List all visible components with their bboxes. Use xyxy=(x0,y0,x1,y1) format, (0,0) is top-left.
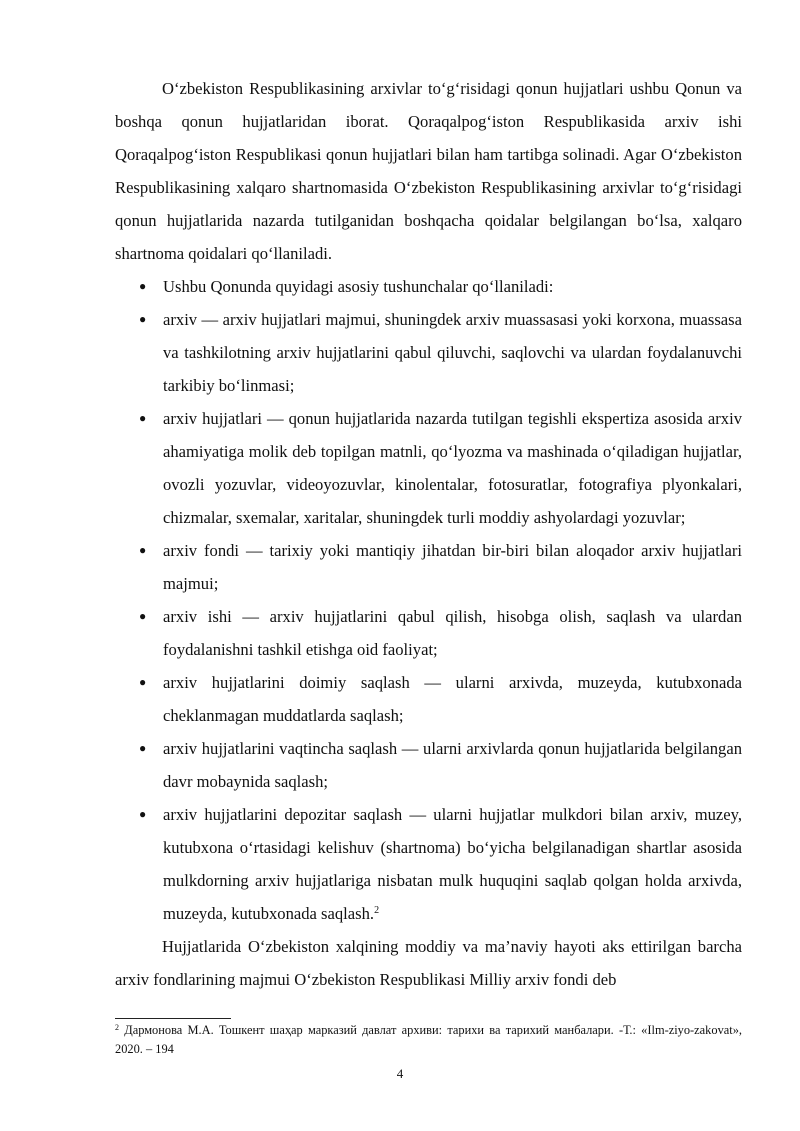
list-item-text: arxiv hujjatlarini vaqtincha saqlash — ularni arxivlarda qonun hujjatlarida belgilangan davr mobaynida saqlash; xyxy=(163,739,742,791)
list-item-text: arxiv hujjatlarini doimiy saqlash — ularni arxivda, muzeyda, kutubxonada cheklanmagan muddatlarda saqlash; xyxy=(163,673,742,725)
bullet-icon: ● xyxy=(139,807,147,821)
list-item-text: arxiv — arxiv hujjatlari majmui, shuningdek arxiv muassasasi yoki korxona, muassasa va tashkilotning arxiv hujjatlarini qabul qiluvchi, saqlovchi va ulardan foydalanuvchi tarkibiy bo‘linmasi; xyxy=(163,310,742,395)
intro-paragraph: O‘zbekiston Respublikasining arxivlar to‘g‘risidagi qonun hujjatlari ushbu Qonun va boshqa qonun hujjatlaridan iborat. Qoraqalpog‘iston Respublikasida arxiv ishi Qoraqalpog‘iston Respublikasi qonun hujjatlari bilan ham tartibga solinadi. Agar O‘zbekiston Respublikasining xalqaro shartnomasida O‘zbekiston Respublikasining arxivlar to‘g‘risidagi qonun hujjatlarida nazarda tutilganidan boshqacha qoidalar belgilangan bo‘lsa, xalqaro shartnoma qoidalari qo‘llaniladi. xyxy=(115,79,742,263)
footnote-divider xyxy=(115,1018,231,1019)
list-item xyxy=(115,600,742,666)
footnote xyxy=(115,1021,742,1059)
bullet-icon: ● xyxy=(139,312,147,326)
body-text xyxy=(115,72,742,996)
list-item-text: arxiv hujjatlari — qonun hujjatlarida nazarda tutilgan tegishli ekspertiza asosida arxiv ahamiyatiga molik deb topilgan matnli, qo‘lyozma va mashinada o‘qiladigan hujjatlar, ovozli yozuvlar, videoyozuvlar, kinolentalar, fotosuratlar, fotografiya plyonkalari, chizmalar, sxemalar, xaritalar, shuningdek turli moddiy ashyolardagi yozuvlar; xyxy=(163,409,742,527)
list-item xyxy=(115,303,742,402)
footnote-text: Дармонова М.А. Тошкент шаҳар марказий давлат архиви: тарихи ва тарихий манбалари. -Т.: «Ilm-ziyo-zakovat», 2020. – 194 xyxy=(115,1023,742,1056)
definitions-list xyxy=(115,270,742,930)
list-item-text: arxiv fondi — tarixiy yoki mantiqiy jihatdan bir-biri bilan aloqador arxiv hujjatlari majmui; xyxy=(163,541,742,593)
bullet-icon: ● xyxy=(139,741,147,755)
closing-paragraph: Hujjatlarida O‘zbekiston xalqining moddiy va ma’naviy hayoti aks ettirilgan barcha arxiv fondlarining majmui O‘zbekiston Respublikasi Milliy arxiv fondi deb xyxy=(115,937,742,989)
footnote-number: 2 xyxy=(115,1023,119,1032)
bullet-icon: ● xyxy=(139,543,147,557)
page-number: 4 xyxy=(396,1066,404,1081)
bullet-icon: ● xyxy=(139,411,147,425)
list-item-text: arxiv hujjatlarini depozitar saqlash — ularni hujjatlar mulkdori bilan arxiv, muzey, kutubxona o‘rtasidagi kelishuv (shartnoma) bo‘yicha belgilanadigan shartlar asosida mulkdorning arxiv hujjatlariga nisbatan mulk huquqini saqlab qolgan holda arxivda, muzeyda, kutubxonada saqlash. xyxy=(163,805,742,923)
bullet-icon: ● xyxy=(139,279,147,293)
list-item xyxy=(115,534,742,600)
list-item xyxy=(115,402,742,534)
list-item-text: arxiv ishi — arxiv hujjatlarini qabul qilish, hisobga olish, saqlash va ulardan foydalanishni tashkil etishga oid faoliyat; xyxy=(163,607,742,659)
list-item xyxy=(115,798,742,930)
list-item xyxy=(115,732,742,798)
footnote-reference[interactable]: 2 xyxy=(374,905,380,916)
list-item xyxy=(115,666,742,732)
bullet-icon: ● xyxy=(139,675,147,689)
list-item-text: Ushbu Qonunda quyidagi asosiy tushunchalar qo‘llaniladi: xyxy=(163,277,554,296)
list-item xyxy=(115,270,742,303)
bullet-icon: ● xyxy=(139,609,147,623)
